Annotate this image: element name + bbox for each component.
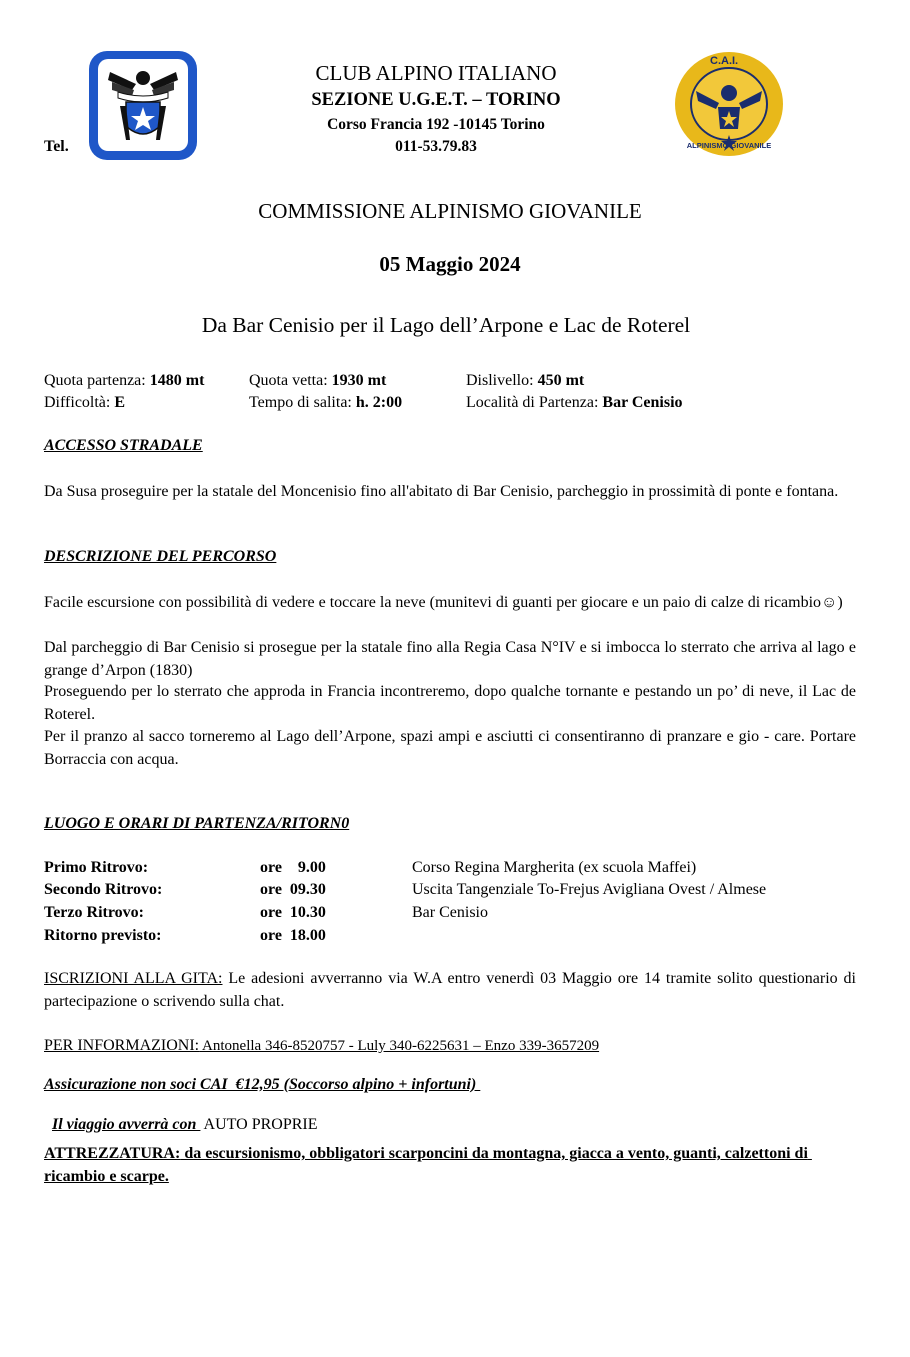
schedule-label: Terzo Ritrovo:	[44, 904, 144, 921]
quota-vetta-value: 1930 mt	[331, 372, 387, 389]
tempo-label: Tempo di salita:	[249, 394, 352, 411]
schedule-place: Corso Regina Margherita (ex scuola Maffei)	[412, 859, 697, 876]
schedule-time: ore 9.00	[260, 859, 326, 876]
informazioni-paragraph	[44, 1035, 856, 1058]
schedule-place: Uscita Tangenziale To-Frejus Avigliana Ovest / Almese	[412, 881, 767, 898]
difficolta-value: E	[114, 394, 126, 411]
event-title: Da Bar Cenisio per il Lago dell’Arpone e Lac de Roterel	[201, 313, 691, 337]
iscrizioni-paragraph	[44, 968, 861, 1013]
dislivello-label: Dislivello:	[466, 372, 534, 389]
viaggio-value: AUTO PROPRIE	[200, 1116, 318, 1133]
schedule-row	[44, 925, 856, 948]
localita-value: Bar Cenisio	[602, 394, 683, 411]
accesso-text: Da Susa proseguire per la statale del Moncenisio fino all'abitato di Bar Cenisio, parcheggio in prossimità di ponte e fontana.	[44, 483, 839, 500]
schedule-row	[44, 902, 856, 925]
difficolta-label: Difficoltà:	[44, 394, 111, 411]
iscrizioni-text: Le adesioni avverranno via W.A entro venerdì 03 Maggio ore 14 tramite solito questionario di partecipazione o scrivendo sulla chat.	[44, 970, 861, 1010]
schedule-time: ore 09.30	[260, 881, 326, 898]
alpinismo-giovanile-logo	[674, 51, 784, 157]
stats-row-2	[44, 392, 856, 415]
viaggio-line	[44, 1098, 317, 1134]
quota-partenza-label: Quota partenza:	[44, 372, 146, 389]
club-name: CLUB ALPINO ITALIANO	[315, 61, 557, 85]
attrezzatura-paragraph	[44, 1143, 834, 1188]
schedule-label: Secondo Ritrovo:	[44, 881, 163, 898]
section-name: SEZIONE U.G.E.T. – TORINO	[311, 90, 561, 110]
descrizione-p3: Proseguendo per lo sterrato che approda in Francia incontreremo, dopo qualche tornante e pestando un po’ di neve, il Lac de Roterel.	[44, 683, 856, 723]
cai-logo	[88, 50, 198, 161]
schedule-time: ore 10.30	[260, 904, 326, 921]
luogo-heading: LUOGO E ORARI DI PARTENZA/RITORN0	[44, 815, 350, 832]
logo-right-bottom-text: ALPINISMO GIOVANILE	[686, 141, 772, 150]
descrizione-p4: Per il pranzo al sacco torneremo al Lago dell’Arpone, spazi ampi e asciutti ci consentiranno di pranzare e gio - care. Portare Borraccia con acqua.	[44, 728, 856, 768]
localita-label: Località di Partenza:	[466, 394, 599, 411]
informazioni-label: PER INFORMAZIONI:	[44, 1037, 200, 1054]
schedule-row	[44, 857, 856, 880]
quota-partenza-value: 1480 mt	[149, 372, 205, 389]
viaggio-label: Il viaggio avverrà con	[52, 1116, 201, 1133]
schedule-time: ore 18.00	[260, 927, 326, 944]
phone: 011-53.79.83	[395, 138, 477, 155]
schedule-row	[44, 879, 856, 902]
tel-label: Tel.	[44, 138, 69, 155]
stats-row-1	[44, 370, 856, 393]
attrezzatura-label: ATTREZZATURA:	[44, 1145, 181, 1162]
schedule-label: Ritorno previsto:	[44, 927, 162, 944]
descrizione-heading: DESCRIZIONE DEL PERCORSO	[44, 548, 277, 565]
quota-vetta-label: Quota vetta:	[249, 372, 328, 389]
schedule-label: Primo Ritrovo:	[44, 859, 149, 876]
informazioni-contacts: Antonella 346-8520757 - Luly 340-6225631 – Enzo 339-3657209	[199, 1038, 600, 1054]
schedule-place: Bar Cenisio	[412, 904, 488, 921]
attrezzatura-text: da escursionismo, obbligatori scarponcini da montagna, giacca a vento, guanti, calzettoni di ricambio e scarpe.	[44, 1145, 812, 1185]
descrizione-p1: Facile escursione con possibilità di vedere e toccare la neve (munitevi di guanti per giocare e un paio di calze di ricambio☺)	[44, 594, 843, 611]
commission-title: COMMISSIONE ALPINISMO GIOVANILE	[258, 199, 642, 223]
tempo-value: h. 2:00	[355, 394, 403, 411]
address: Corso Francia 192 -10145 Torino	[327, 116, 545, 133]
logo-right-top-text: C.A.I.	[710, 55, 739, 67]
event-date: 05 Maggio 2024	[379, 252, 521, 276]
dislivello-value: 450 mt	[537, 372, 585, 389]
accesso-heading: ACCESSO STRADALE	[44, 437, 203, 454]
descrizione-p2: Dal parcheggio di Bar Cenisio si prosegue per la statale fino alla Regia Casa N°IV e si imbocca lo sterrato che arriva al lago e grange d’Arpon (1830)	[44, 639, 856, 679]
iscrizioni-label: ISCRIZIONI ALLA GITA:	[44, 970, 223, 987]
assicurazione-line: Assicurazione non soci CAI €12,95 (Soccorso alpino + infortuni)	[44, 1076, 481, 1093]
